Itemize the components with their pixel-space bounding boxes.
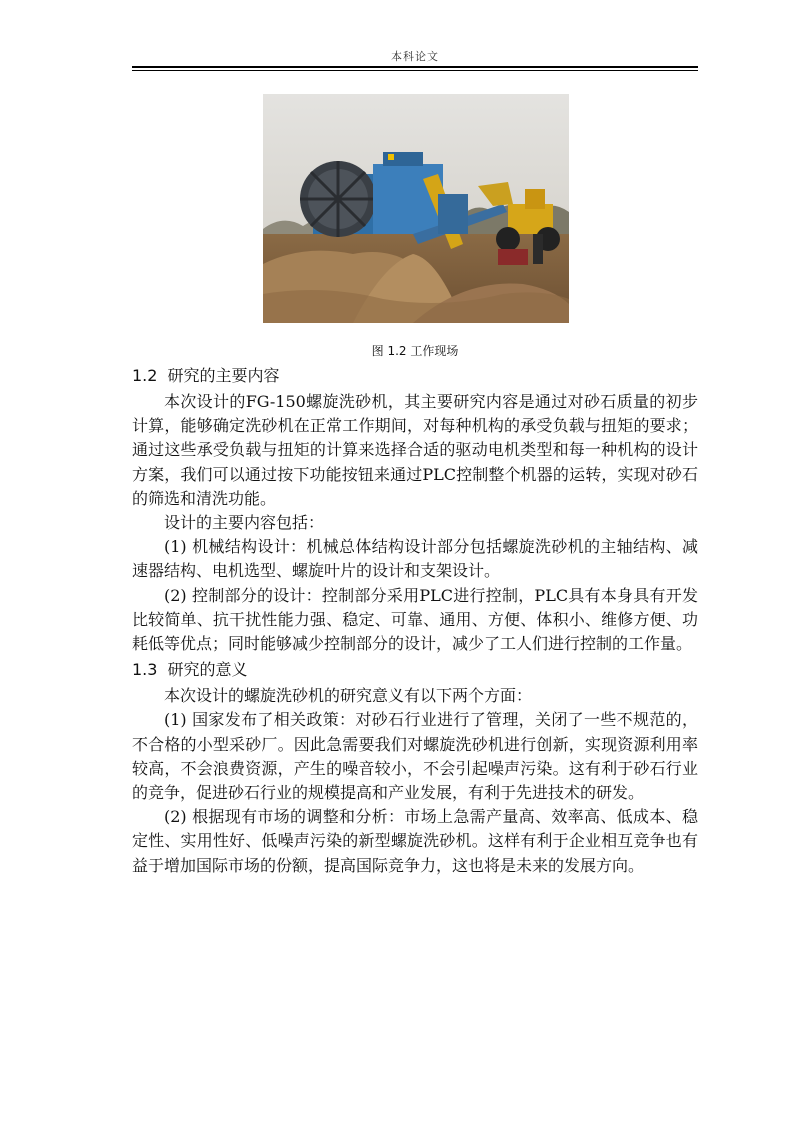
paragraph: (1) 国家发布了相关政策：对砂石行业进行了管理，关闭了一些不规范的，不合格的小型采砂厂。因此急需要我们对螺旋洗砂机进行创新，实现资源利用率较高，不会浪费资源，产生的噪音较小，不会引起噪声污染。这有利于砂石行业的竞争，促进砂石行业的规模提高和产业发展，有利于先进技术的研发。 <box>132 710 698 803</box>
section-number: 1.2 <box>132 366 158 385</box>
paragraph: (1) 机械结构设计：机械总体结构设计部分包括螺旋洗砂机的主轴结构、减速器结构、电机选型、螺旋叶片的设计和支架设计。 <box>132 537 698 581</box>
paragraph: (2) 根据现有市场的调整和分析：市场上急需产量高、效率高、低成本、稳定性、实用性好、低噪声污染的新型螺旋洗砂机。这样有利于企业相互竞争也有益于增加国际市场的份额，提高国际竞争力，这也将是未来的发展方向。 <box>132 807 698 875</box>
body-content <box>132 362 698 878</box>
paragraph: 本次设计的FG-150螺旋洗砂机，其主要研究内容是通过对砂石质量的初步计算，能够确定洗砂机在正常工作期间，对每种机构的承受负载与扭矩的要求；通过这些承受负载与扭矩的计算来选择合适的驱动电机类型和每一种机构的设计方案，我们可以通过按下功能按钮来通过PLC控制整个机器的运转，实现对砂石的筛选和清洗功能。 <box>132 392 698 508</box>
figure-caption: 图 1.2 工作现场 <box>371 344 459 358</box>
paragraph: 设计的主要内容包括： <box>164 513 325 533</box>
section-title: 研究的主要内容 <box>167 366 280 385</box>
section-title: 研究的意义 <box>167 660 248 680</box>
header-rule-thin <box>132 70 698 71</box>
section-heading <box>132 362 698 390</box>
header-rule-thick <box>132 66 698 68</box>
section-heading <box>132 656 698 684</box>
page-header: 本科论文 <box>391 50 439 63</box>
paragraph: (2) 控制部分的设计：控制部分采用PLC进行控制，PLC具有本身具有开发比较简单、抗干扰性能力强、稳定、可靠、通用、方便、体积小、维修方便、功耗低等优点；同时能够减少控制部分的设计，减少了工人们进行控制的工作量。 <box>132 585 698 654</box>
sand-washing-machine-photo-icon <box>263 94 569 323</box>
section-number: 1.3 <box>132 660 158 680</box>
paragraph: 本次设计的螺旋洗砂机的研究意义有以下两个方面： <box>164 686 533 706</box>
work-site-photo <box>263 94 569 323</box>
